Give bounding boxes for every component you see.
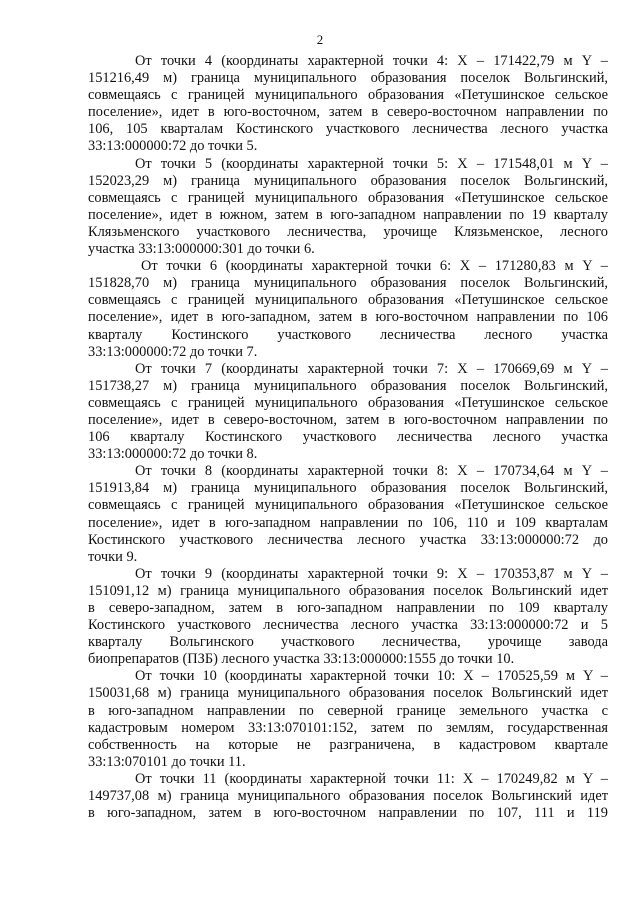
text-line: поселение», идет в северо-восточном, затем в юго-восточном направлении по	[88, 411, 608, 428]
text-line: совмещаясь с границей муниципального образования «Петушинское сельское	[88, 189, 608, 206]
text-line: От точки 4 (координаты характерной точки 4: X – 171422,79 м Y –	[135, 53, 608, 69]
text-line: От точки 5 (координаты характерной точки 5: X – 171548,01 м Y –	[135, 155, 608, 172]
paragraph-point-4	[88, 53, 608, 156]
text-line: в юго-западном, затем в юго-восточном направлении по 107, 111 и 119	[88, 805, 608, 822]
text-line: 33:13:000000:72 до точки 5.	[88, 138, 258, 155]
text-line: 151738,27 м) граница муниципального образования поселок Вольгинский,	[88, 377, 608, 394]
text-line: От точки 6 (координаты характерной точки 6: X – 171280,83 м Y –	[141, 258, 608, 275]
text-line: совмещаясь с границей муниципального образования «Петушинское сельское	[88, 394, 608, 411]
text-line: 149737,08 м) граница муниципального образования поселок Вольгинский идет	[88, 788, 608, 805]
text-line: 33:13:000000:72 до точки 7.	[88, 343, 258, 360]
paragraph-point-11	[88, 771, 608, 822]
page-number: 2	[316, 32, 324, 47]
text-line: От точки 7 (координаты характерной точки 7: X – 170669,69 м Y –	[135, 360, 608, 377]
text-line: Костинского участкового лесничества лесного участка 33:13:000000:72 до	[88, 531, 608, 548]
text-line: От точки 8 (координаты характерной точки 8: X – 170734,64 м Y –	[135, 463, 608, 480]
paragraph-point-8	[88, 463, 608, 566]
text-line: 151091,12 м) граница муниципального образования поселок Вольгинский идет	[88, 582, 608, 599]
text-line: поселение», идет в юго-западном, затем в юго-восточном направлении по 106	[88, 309, 608, 326]
text-line: От точки 10 (координаты характерной точки 10: X – 170525,59 м Y –	[135, 668, 608, 685]
text-line: кварталу Вольгинского участкового лесничества, урочище завода	[88, 634, 608, 651]
paragraph-point-5	[88, 156, 608, 259]
text-line: кадастровым номером 33:13:070101:152, затем по землям, государственная	[88, 719, 608, 736]
text-line: От точки 11 (координаты характерной точки 11: X – 170249,82 м Y –	[135, 770, 608, 787]
text-line: совмещаясь с границей муниципального образования «Петушинское сельское	[88, 87, 608, 104]
text-line: 151828,70 м) граница муниципального образования поселок Вольгинский,	[88, 275, 608, 292]
text-line: От точки 9 (координаты характерной точки 9: X – 170353,87 м Y –	[135, 565, 608, 582]
text-line: поселение», идет в южном, затем в юго-западном направлении по 19 кварталу	[88, 206, 608, 223]
document-body	[88, 53, 608, 822]
text-line: участка 33:13:000000:301 до точки 6.	[88, 241, 315, 258]
text-line: точки 9.	[88, 548, 138, 565]
text-line: поселение», идет в юго-западном направлении по 106, 110 и 109 кварталам	[88, 514, 608, 531]
text-line: поселение», идет в юго-восточном, затем в северо-восточном направлении по	[88, 104, 608, 121]
paragraph-point-6	[88, 258, 608, 361]
text-line: в северо-западном, затем в юго-западном направлении по 109 кварталу	[88, 600, 608, 616]
text-line: 106 кварталу Костинского участкового лесничества лесного участка	[88, 429, 608, 446]
text-line: биопрепаратов (ПЗБ) лесного участка 33:13:000000:1555 до точки 10.	[88, 651, 515, 668]
text-line: 151913,84 м) граница муниципального образования поселок Вольгинский,	[88, 480, 608, 497]
text-line: 33:13:070101 до точки 11.	[88, 753, 246, 770]
paragraph-point-10	[88, 668, 608, 771]
text-line: собственность на которые не разграничена, в кадастровом квартале	[88, 736, 608, 753]
text-line: Клязьменского участкового лесничества, урочище Клязьменское, лесного	[88, 223, 608, 240]
text-line: кварталу Костинского участкового лесничества лесного участка	[88, 326, 608, 343]
text-line: 151216,49 м) граница муниципального образования поселок Вольгинский,	[88, 70, 608, 87]
text-line: 152023,29 м) граница муниципального образования поселок Вольгинский,	[88, 172, 608, 189]
text-line: совмещаясь с границей муниципального образования «Петушинское сельское	[88, 497, 608, 514]
text-line: совмещаясь с границей муниципального образования «Петушинское сельское	[88, 292, 608, 309]
paragraph-point-7	[88, 361, 608, 464]
text-line: 150031,68 м) граница муниципального образования поселок Вольгинский идет	[88, 685, 608, 702]
text-line: 106, 105 кварталам Костинского участкового лесничества лесного участка	[88, 121, 608, 138]
paragraph-point-9	[88, 566, 608, 669]
text-line: 33:13:000000:72 до точки 8.	[88, 446, 258, 463]
text-line: Костинского участкового лесничества лесного участка 33:13:000000:72 и 5	[88, 617, 608, 634]
text-line: в юго-западном направлении по северной границе земельного участка с	[88, 702, 608, 719]
